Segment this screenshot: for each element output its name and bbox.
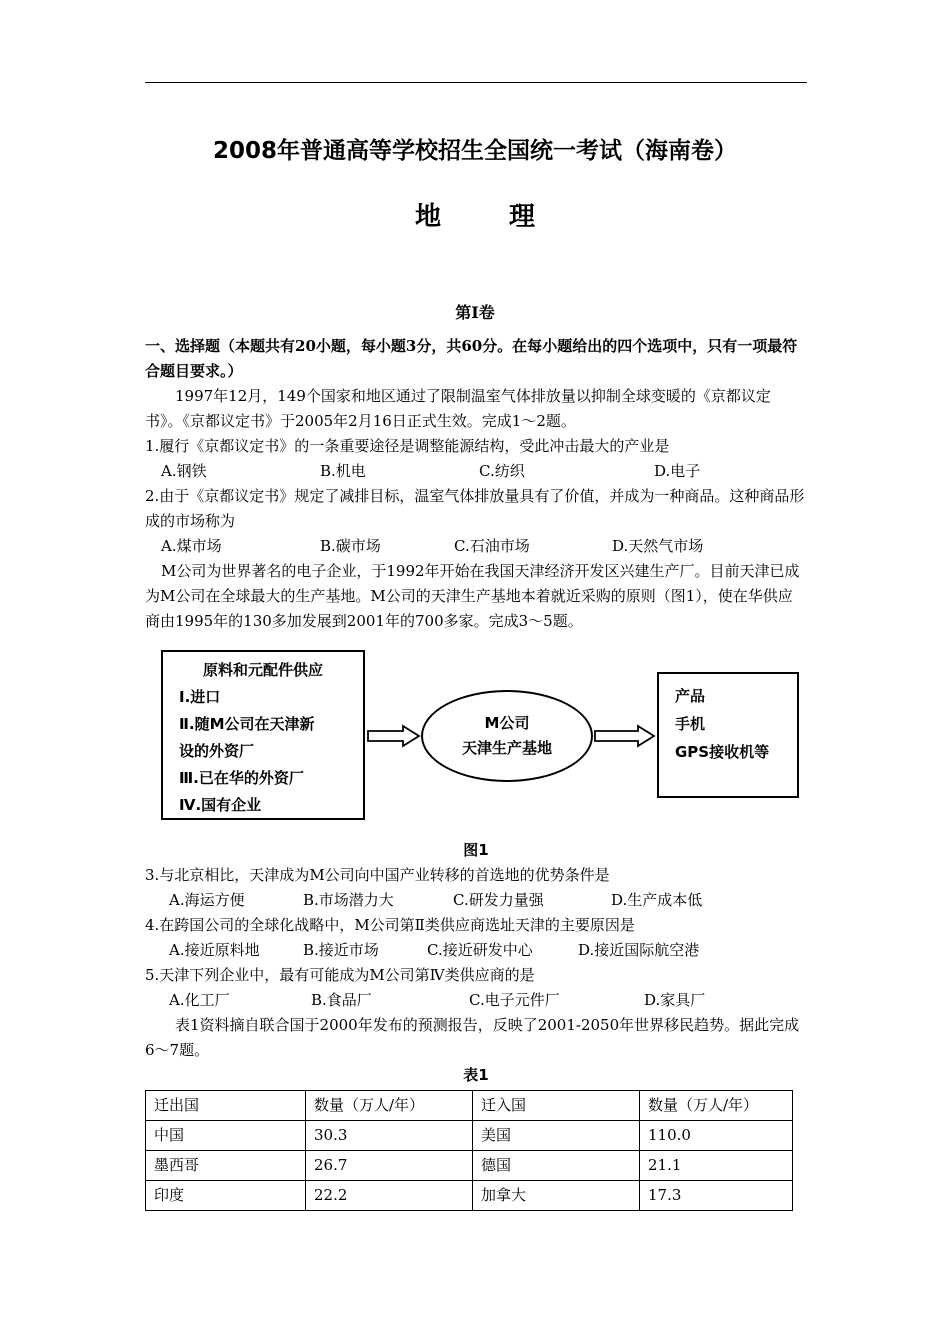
subject-title <box>0 196 950 233</box>
exam-content <box>145 334 807 1211</box>
table-cell: 26.7 <box>306 1151 473 1181</box>
table-cell: 美国 <box>473 1121 640 1151</box>
passage-m-company: M公司为世界著名的电子企业，于1992年开始在我国天津经济开发区兴建生产厂。目前天津已成为M公司在全球最大的生产基地。M公司的天津生产基地本着就近采购的原则（图1），使在华供应商由1995年的130多加发展到2001年的700多家。完成3～5题。 <box>145 562 800 630</box>
figure-1-diagram <box>145 646 807 838</box>
table-header-cell: 数量（万人/年） <box>306 1091 473 1121</box>
option: A.接近原料地 <box>169 941 260 959</box>
option: D.家具厂 <box>644 991 706 1009</box>
section-heading: 一、选择题（本题共有20小题，每小题3分，共60分。在每小题给出的四个选项中，只有一项最符合题目要求。） <box>145 337 798 380</box>
table-cell: 墨西哥 <box>146 1151 306 1181</box>
product-item: 手机 <box>675 715 706 733</box>
table-cell: 印度 <box>146 1181 306 1211</box>
passage-migration: 表1资料摘自联合国于2000年发布的预测报告，反映了2001-2050年世界移民趋势。据此完成6～7题。 <box>145 1016 800 1059</box>
table-row <box>146 1121 793 1151</box>
question-4-options <box>145 938 807 963</box>
table-header-cell: 数量（万人/年） <box>640 1091 793 1121</box>
question-2-stem: 2.由于《京都议定书》规定了减排目标，温室气体排放量具有了价值，并成为一种商品。这种商品形成的市场称为 <box>145 487 805 530</box>
option: A.海运方便 <box>169 891 245 909</box>
question-1-stem: 1.履行《京都议定书》的一条重要途径是调整能源结构，受此冲击最大的产业是 <box>145 437 670 455</box>
supply-item: Ⅰ.进口 <box>179 688 221 706</box>
subject-char: 地 <box>414 202 441 232</box>
exam-title: 2008年普通高等学校招生全国统一考试（海南卷） <box>212 138 737 164</box>
header-rule <box>145 82 807 83</box>
supply-item: Ⅲ.已在华的外资厂 <box>179 769 304 787</box>
table-cell: 22.2 <box>306 1181 473 1211</box>
supply-item: Ⅳ.国有企业 <box>179 796 262 814</box>
production-base-ellipse <box>421 690 593 782</box>
question-3-stem: 3.与北京相比，天津成为M公司向中国产业转移的首选地的优势条件是 <box>145 866 610 884</box>
product-item: 产品 <box>675 687 706 705</box>
table-cell: 21.1 <box>640 1151 793 1181</box>
option: D.天然气市场 <box>612 537 704 555</box>
table-1-caption: 表1 <box>463 1066 489 1084</box>
option: C.石油市场 <box>454 537 530 555</box>
supply-item: Ⅱ.随M公司在天津新 <box>179 715 315 733</box>
option: C.纺织 <box>479 462 525 480</box>
supply-item: 设的外资厂 <box>179 742 255 760</box>
question-5-options <box>145 988 807 1013</box>
volume-heading: 第Ⅰ卷 <box>455 303 495 322</box>
center-label: 天津生产基地 <box>461 739 552 757</box>
question-3-options <box>145 888 807 913</box>
table-cell: 中国 <box>146 1121 306 1151</box>
option: D.接近国际航空港 <box>578 941 700 959</box>
question-2-options <box>145 534 807 559</box>
option: B.机电 <box>320 462 366 480</box>
supply-title: 原料和元配件供应 <box>202 661 323 679</box>
option: B.碳市场 <box>320 537 381 555</box>
table-cell: 110.0 <box>640 1121 793 1151</box>
center-label: M公司 <box>484 714 530 732</box>
question-5-stem: 5.天津下列企业中，最有可能成为M公司第Ⅳ类供应商的是 <box>145 966 535 984</box>
supply-box <box>161 650 365 820</box>
migration-table <box>145 1090 793 1211</box>
table-cell: 30.3 <box>306 1121 473 1151</box>
table-cell: 德国 <box>473 1151 640 1181</box>
arrow-right-icon <box>367 724 421 748</box>
passage-kyoto: 1997年12月，149个国家和地区通过了限制温室气体排放量以抑制全球变暖的《京都议定书》。《京都议定书》于2005年2月16日正式生效。完成1～2题。 <box>145 387 771 430</box>
figure-1-caption: 图1 <box>463 841 489 859</box>
option: B.市场潜力大 <box>303 891 394 909</box>
product-box <box>657 672 799 798</box>
option: C.研发力量强 <box>453 891 544 909</box>
arrow-right-icon <box>594 724 656 748</box>
table-row <box>146 1151 793 1181</box>
table-cell: 加拿大 <box>473 1181 640 1211</box>
option: C.电子元件厂 <box>469 991 560 1009</box>
option: B.食品厂 <box>311 991 372 1009</box>
product-item: GPS接收机等 <box>675 743 770 761</box>
option: D.电子 <box>654 462 701 480</box>
table-row <box>146 1181 793 1211</box>
table-header-cell: 迁出国 <box>146 1091 306 1121</box>
option: B.接近市场 <box>303 941 379 959</box>
option: A.钢铁 <box>161 462 207 480</box>
option: A.化工厂 <box>169 991 230 1009</box>
table-header-cell: 迁入国 <box>473 1091 640 1121</box>
option: D.生产成本低 <box>611 891 703 909</box>
subject-char: 理 <box>509 202 536 232</box>
table-header-row <box>146 1091 793 1121</box>
question-4-stem: 4.在跨国公司的全球化战略中，M公司第Ⅱ类供应商选址天津的主要原因是 <box>145 916 635 934</box>
option: A.煤市场 <box>161 537 222 555</box>
table-cell: 17.3 <box>640 1181 793 1211</box>
option: C.接近研发中心 <box>427 941 533 959</box>
question-1-options <box>145 459 807 484</box>
